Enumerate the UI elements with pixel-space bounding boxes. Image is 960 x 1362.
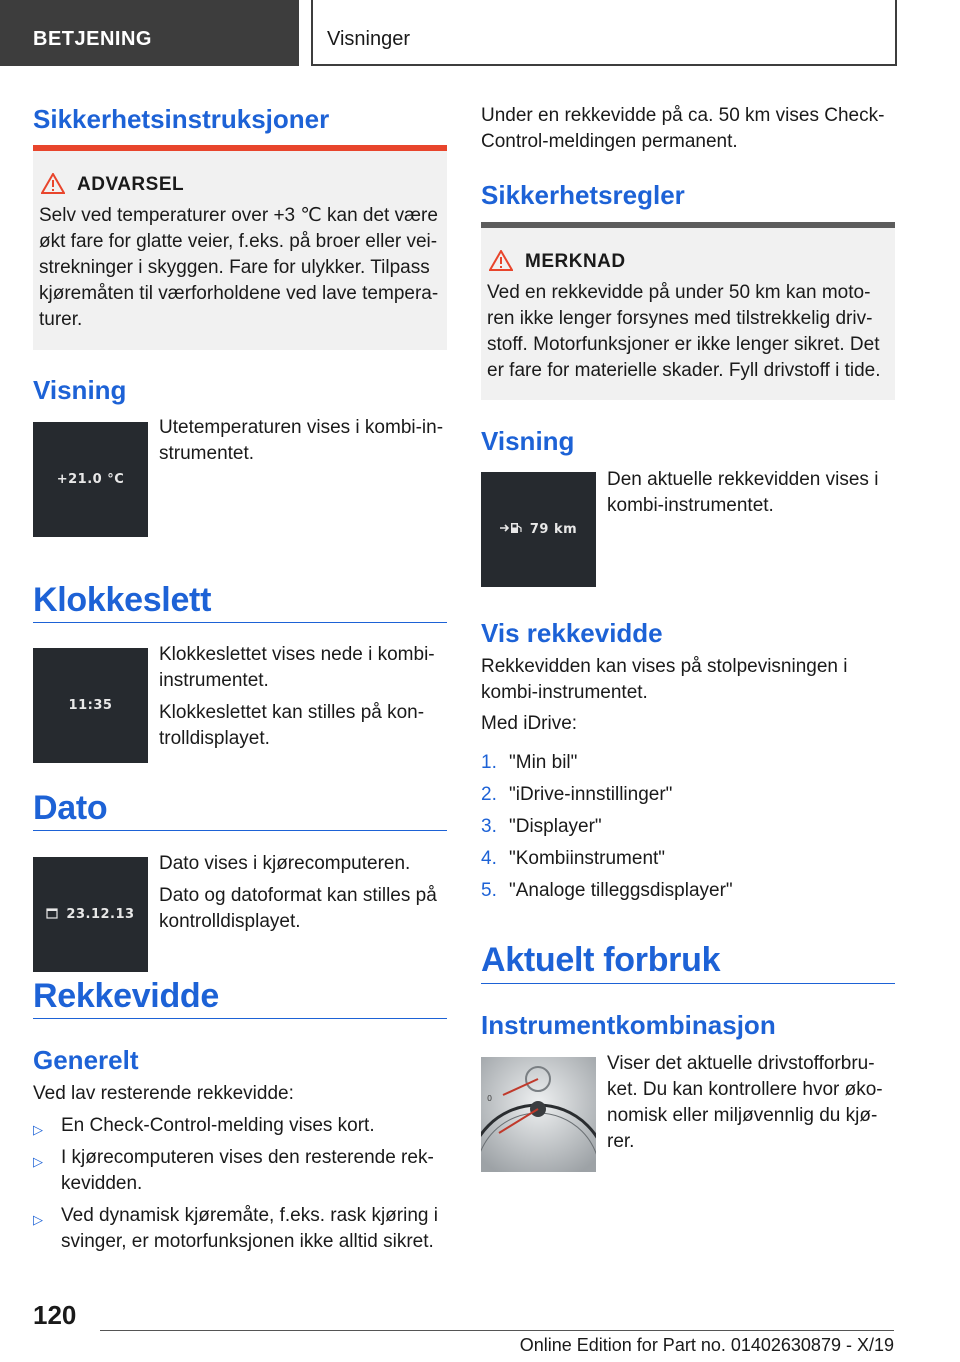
triangle-bullet-icon: ▷ [33, 1154, 43, 1169]
notice-bar [481, 222, 895, 228]
header-section-label: BETJENING [33, 28, 152, 50]
step-text: "Min bil" [509, 752, 578, 773]
dato-line: Dato vises i kjørecomputeren. [159, 853, 411, 874]
notice-line: ren ikke lenger forsynes med tilstrekkelig driv- [487, 308, 873, 329]
right-visning-text [607, 467, 878, 519]
bullet-item [33, 1113, 447, 1139]
bullet-line: En Check-Control-melding vises kort. [61, 1115, 375, 1136]
safety-title: Sikkerhetsinstruksjoner [33, 104, 330, 134]
warning-line: kjøremåten til værforholdene ved lave tempera- [39, 283, 439, 304]
vis-rekkevidde-text [481, 654, 848, 706]
bullet-item [33, 1145, 447, 1197]
klokkeslett-line: trolldisplayet. [159, 728, 270, 749]
dato-text [159, 851, 437, 935]
vis-rekkevidde-title: Vis rekkevidde [481, 618, 663, 648]
forbruk-rule [481, 983, 895, 984]
step-text: "iDrive-innstillinger" [509, 784, 673, 805]
header-section [0, 0, 299, 66]
right-intro [481, 103, 884, 155]
step-number: 5. [481, 880, 497, 901]
date-value: 23.12.13 [66, 907, 135, 922]
warning-line: økt fare for glatte veier, f.eks. på broer eller vei- [39, 231, 438, 252]
warning-box [33, 145, 447, 350]
notice-line: Ved en rekkevidde på under 50 km kan moto- [487, 282, 871, 303]
calendar-icon [46, 907, 58, 919]
temperature-display-image [33, 422, 148, 537]
instrument-line: rer. [607, 1131, 635, 1152]
range-value-wrap [481, 522, 596, 537]
header-tab-label: Visninger [327, 28, 411, 50]
intro-line: Control-meldingen permanent. [481, 131, 738, 152]
step-item [481, 878, 895, 904]
notice-label: MERKNAD [525, 251, 626, 272]
klokkeslett-text [159, 642, 435, 752]
visning-title: Visning [33, 375, 127, 405]
visning-text [159, 415, 443, 467]
step-item [481, 750, 895, 776]
warning-bar [33, 145, 447, 151]
notice-text [487, 280, 881, 384]
fuel-pump-icon [500, 522, 522, 534]
svg-text:0: 0 [487, 1094, 493, 1103]
klokkeslett-rule [33, 622, 447, 623]
page-number: 120 [33, 1300, 77, 1330]
step-number: 4. [481, 848, 497, 869]
step-text: "Kombiinstrument" [509, 848, 666, 869]
notice-line: stoff. Motorfunksjoner er ikke lenger sikret. Det [487, 334, 880, 355]
range-display-image [481, 472, 596, 587]
step-number: 3. [481, 816, 497, 837]
notice-box [481, 222, 895, 400]
clock-value: 11:35 [68, 698, 113, 713]
warning-line: strekninger i skyggen. Fare for ulykker. Tilpass [39, 257, 430, 278]
rekkevidde-title: Rekkevidde [33, 977, 219, 1015]
instrument-title: Instrumentkombinasjon [481, 1010, 776, 1040]
bullet-line: I kjørecomputeren vises den resterende rek- [61, 1147, 434, 1168]
idrive-label: Med iDrive: [481, 713, 578, 734]
date-display-image [33, 857, 148, 972]
bullet-line: svinger, er motorfunksjonen ikke alltid sikret. [61, 1231, 434, 1252]
regler-title: Sikkerhetsregler [481, 180, 685, 210]
footer-rule [100, 1330, 894, 1331]
right-visning-line: kombi-instrumentet. [607, 495, 774, 516]
warning-title [41, 173, 184, 196]
dato-rule [33, 830, 447, 831]
dato-line: Dato og datoformat kan stilles på [159, 885, 437, 906]
notice-line: er fare for materielle skader. Fyll drivstoff i tide. [487, 360, 881, 381]
step-item [481, 814, 895, 840]
step-number: 1. [481, 752, 497, 773]
instrument-line: nomisk eller miljøvennlig du kjø- [607, 1105, 878, 1126]
dato-title: Dato [33, 789, 108, 827]
triangle-bullet-icon: ▷ [33, 1122, 43, 1137]
temperature-value: +21.0 °C [56, 472, 125, 487]
visning-line: Utetemperaturen vises i kombi-in- [159, 417, 444, 438]
bullet-line: kevidden. [61, 1173, 143, 1194]
klokkeslett-line: Klokkeslettet vises nede i kombi- [159, 644, 435, 665]
range-value: 79 km [529, 522, 578, 537]
forbruk-title: Aktuelt forbruk [481, 941, 721, 979]
clock-display-image [33, 648, 148, 763]
visning-line: strumentet. [159, 443, 255, 464]
rekkevidde-rule [33, 1018, 447, 1019]
step-number: 2. [481, 784, 497, 805]
warning-triangle-icon [489, 250, 513, 271]
notice-title [489, 250, 626, 273]
instrument-line: ket. Du kan kontrollere hvor øko- [607, 1079, 883, 1100]
warning-line: Selv ved temperaturer over +3 ℃ kan det være [39, 205, 438, 226]
gauge-image [481, 1057, 596, 1172]
date-value-wrap [33, 907, 148, 922]
edition-text: Online Edition for Part no. 01402630879 - X/19 [519, 1335, 894, 1355]
step-item [481, 782, 895, 808]
klokkeslett-line: Klokkeslettet kan stilles på kon- [159, 702, 425, 723]
step-text: "Displayer" [509, 816, 602, 837]
instrument-line: Viser det aktuelle drivstofforbru- [607, 1053, 875, 1074]
vis-line: kombi-instrumentet. [481, 682, 648, 703]
generelt-title: Generelt [33, 1045, 139, 1075]
warning-line: turer. [39, 309, 83, 330]
generelt-intro: Ved lav resterende rekkevidde: [33, 1083, 294, 1104]
right-visning-title: Visning [481, 426, 575, 456]
step-text: "Analoge tilleggsdisplayer" [509, 880, 733, 901]
intro-line: Under en rekkevidde på ca. 50 km vises Check- [481, 105, 885, 126]
instrument-text [607, 1051, 883, 1155]
fuel-gauge-icon [481, 1057, 596, 1172]
triangle-bullet-icon: ▷ [33, 1212, 43, 1227]
bullet-item [33, 1203, 447, 1255]
vis-line: Rekkevidden kan vises på stolpevisningen i [481, 656, 848, 677]
warning-label: ADVARSEL [77, 174, 185, 195]
dato-line: kontrolldisplayet. [159, 911, 301, 932]
warning-triangle-icon [41, 173, 65, 194]
bullet-line: Ved dynamisk kjøremåte, f.eks. rask kjøring i [61, 1205, 438, 1226]
header-tab [311, 0, 897, 66]
step-item [481, 846, 895, 872]
right-visning-line: Den aktuelle rekkevidden vises i [607, 469, 879, 490]
klokkeslett-title: Klokkeslett [33, 581, 212, 619]
warning-text [39, 203, 438, 333]
klokkeslett-line: instrumentet. [159, 670, 269, 691]
